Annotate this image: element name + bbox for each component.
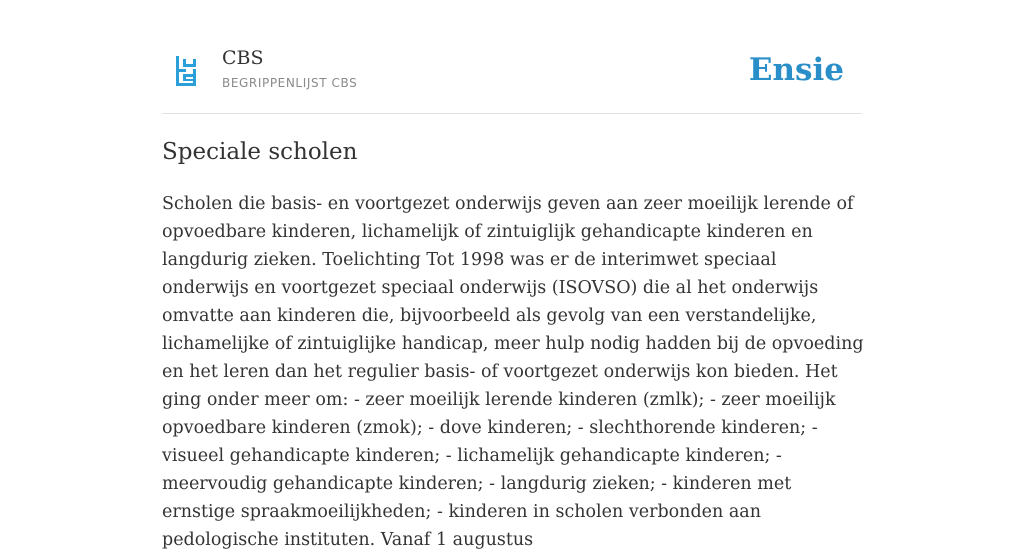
brand-name: CBS — [222, 47, 264, 69]
site-header — [162, 0, 862, 114]
cbs-logo-icon[interactable] — [174, 55, 198, 87]
brand-subtitle: BEGRIPPENLIJST CBS — [222, 76, 358, 90]
ensie-logo-link[interactable]: Ensie — [748, 52, 844, 88]
definition-text: Scholen die basis- en voortgezet onderwijs geven aan zeer moeilijk lerende of opvoedbare kinderen, lichamelijk of zintuiglijk gehandicapte kinderen en langdurig zieken. Toelichting Tot 1998 was er de interimwet speciaal onderwijs en voortgezet speciaal onderwijs (ISOVSO) die al het onderwijs omvatte aan kinderen die, bijvoorbeeld als gevolg van een verstandelijke, lichamelijke of zintuiglijke handicap, meer hulp nodig hadden bij de opvoeding en het leren dan het regulier basis- of voortgezet onderwijs kon bieden. Het ging onder meer om: - zeer moeilijk lerende kinderen (zmlk); - zeer moeilijk opvoedbare kinderen (zmok); - dove kinderen; - slechthorende kinderen; - visueel gehandicapte kinderen; - lichamelijk gehandicapte kinderen; - meervoudig gehandicapte kinderen; - langdurig zieken; - kinderen met ernstige spraakmoeilijkheden; - kinderen in scholen verbonden aan pedologische instituten. Vanaf 1 augustus — [162, 194, 864, 550]
page-title: Speciale scholen — [162, 139, 358, 165]
